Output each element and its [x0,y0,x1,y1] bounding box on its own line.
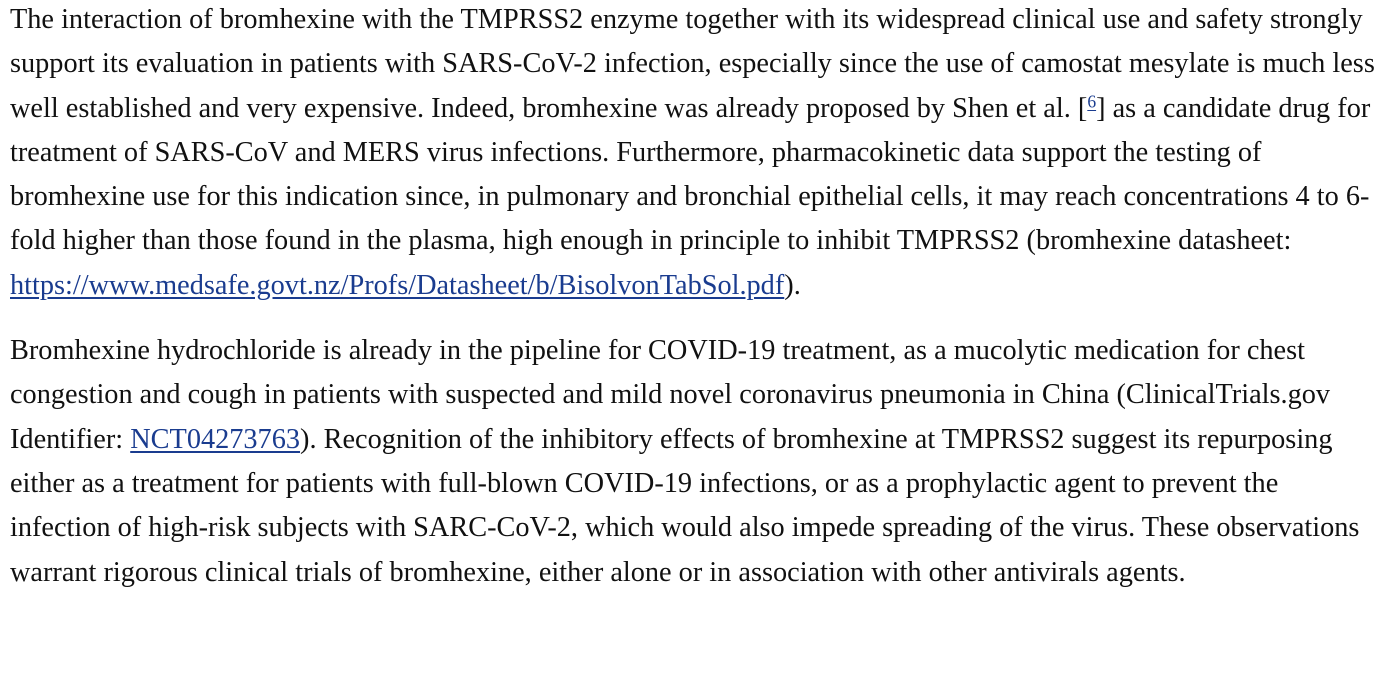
reference-link-6[interactable]: 6 [1087,90,1097,111]
clinical-trial-link[interactable]: NCT04273763 [130,423,301,455]
paragraph-text: Bromhexine hydrochloride is already in the pipeline for COVID-19 treatment, as a mucolytic medication for chest congestion and cough in patients with suspected and mild novel coronavirus pneumonia in China (ClinicalTrials.gov Identifier: [10,335,1331,455]
reference-superscript [1087,91,1096,111]
paragraph-clinical-pipeline [10,329,1384,595]
datasheet-link[interactable]: https://www.medsafe.govt.nz/Profs/Datasheet/b/BisolvonTabSol.pdf [10,269,785,301]
paragraph-text: ). Recognition of the inhibitory effects of bromhexine at TMPRSS2 suggest its repurposing either as a treatment for patients with full-blown COVID-19 infections, or as a prophylactic agent to prevent the infection of high-risk subjects with SARC-CoV-2, which would also impede spreading of the virus. These observations warrant rigorous clinical trials of bromhexine, either alone or in association with other antivirals agents. [10,423,1360,588]
paragraph-bromhexine-tmprss2 [10,0,1384,308]
paragraph-text: ] as a candidate drug for treatment of SARS-CoV and MERS virus infections. Furthermore, pharmacokinetic data support the testing of bromhexine use for this indication since, in pulmonary and bronchial epithelial cells, it may reach concentrations 4 to 6-fold higher than those found in the plasma, high enough in principle to inhibit TMPRSS2 (bromhexine datasheet: [10,92,1371,257]
paragraph-text: ). [784,269,801,301]
paragraph-text: The interaction of bromhexine with the TMPRSS2 enzyme together with its widespread clinical use and safety strongly support its evaluation in patients with SARS-CoV-2 infection, especially since the use of camostat mesylate is much less well established and very expensive. Indeed, bromhexine was already proposed by Shen et al. [ [10,4,1375,124]
